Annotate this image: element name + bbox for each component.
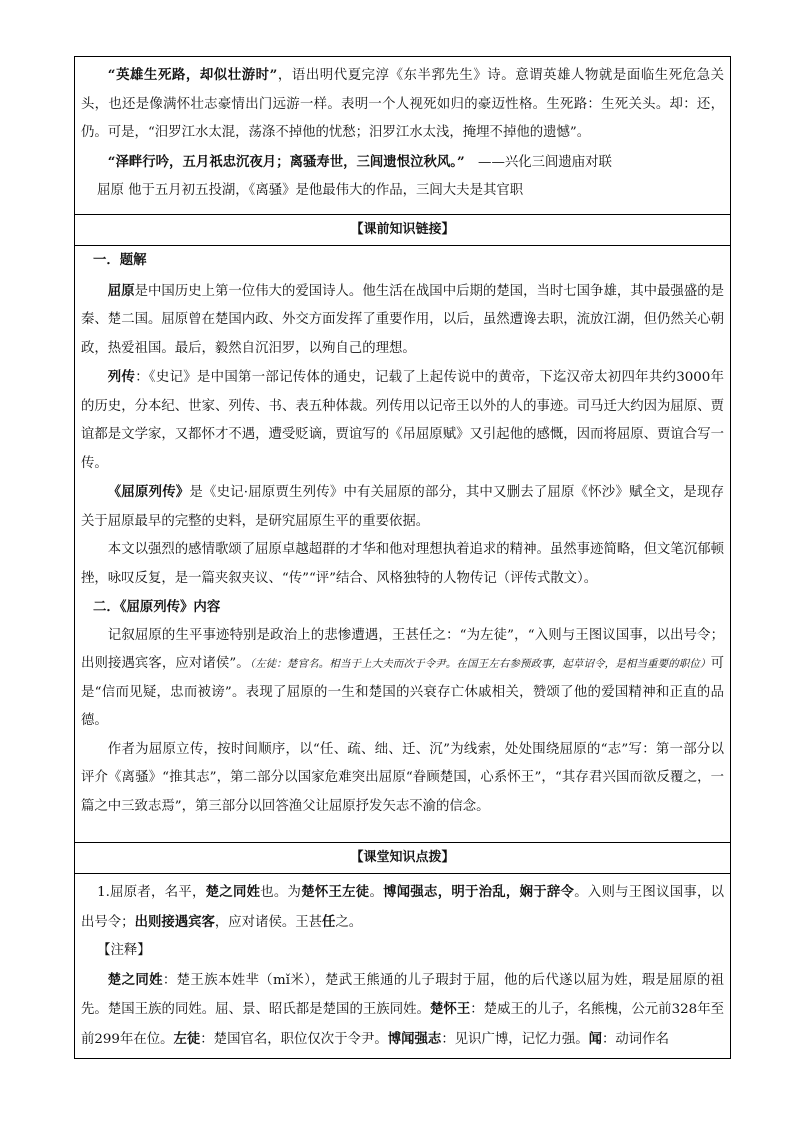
note-term: 左徒 bbox=[173, 1030, 201, 1047]
notes-label: 【注释】 bbox=[97, 943, 151, 958]
src-key: 楚之同姓 bbox=[205, 884, 261, 900]
src-key: 楚怀王左徒 bbox=[301, 884, 370, 900]
document-table bbox=[74, 56, 731, 1059]
intro-quote-1: “英雄生死路，却似壮游时” bbox=[107, 67, 278, 83]
paragraph-liezhuan bbox=[75, 363, 730, 478]
note-text: ：楚王族本姓芈（mǐ米），楚武王熊通的儿子瑕封于屈，他的后代遂以屈为姓，瑕是屈原的祖先。楚国王族的同姓。屈、景、昭氏都是楚国的王族同姓。 bbox=[81, 972, 725, 1017]
note-term: 博闻强志 bbox=[387, 1030, 442, 1047]
src-seg: ，应对诸侯。王甚 bbox=[214, 914, 323, 930]
source-text-1 bbox=[75, 878, 730, 937]
heading-title-explanation: 一．题解 bbox=[93, 252, 147, 268]
note-term: 闻 bbox=[588, 1030, 603, 1047]
note-text: ：楚威王的儿子，名熊槐，公元前328年至前299年在位。 bbox=[81, 1002, 725, 1047]
section-header-pre-class: 【课前知识链接】 bbox=[75, 214, 730, 245]
intro-paragraph-3: 屈原 他于五月初五投湖，《离骚》是他最伟大的作品，三闾大夫是其官职 bbox=[97, 183, 524, 198]
src-seg: 之。 bbox=[335, 914, 363, 930]
paragraph-theme: 本文以强烈的感情歌颂了屈原卓越超群的才华和他对理想执着追求的精神。虽然事迹简略，但文笔沉郁顿挫，咏叹反复，是一篇夹叙夹议、“传”“评”结合、风格独特的人物传记（评传式散文）。 bbox=[81, 542, 724, 586]
text-content-1a: 记叙屈原的生平事迹特别是政治上的悲惨遭遇，王甚任之：“为左徒”，“入则与王图议国事，以出号令；出则接遇宾客，应对诸侯”。 bbox=[81, 627, 724, 671]
paragraph-quyuan-liezhuan bbox=[75, 478, 730, 536]
intro-block bbox=[75, 61, 730, 206]
intro-source-2: ——兴化三闾遗庙对联 bbox=[478, 154, 612, 170]
pre-class-block bbox=[75, 245, 730, 821]
term-liezhuan: 列传 bbox=[107, 369, 136, 385]
note-text: ：楚国官名，职位仅次于令尹。 bbox=[200, 1031, 388, 1047]
term-quyuan: 屈原 bbox=[107, 282, 135, 299]
intro-paragraph-1 bbox=[75, 61, 730, 148]
term-quyuan-liezhuan: 《屈原列传》 bbox=[107, 484, 190, 500]
note-term: 楚怀王 bbox=[429, 1001, 471, 1017]
src-seg: 1.屈原者，名平， bbox=[97, 885, 206, 900]
heading-content: 二．《屈原列传》内容 bbox=[93, 599, 221, 615]
notes-paragraph bbox=[75, 966, 730, 1055]
paragraph-content-1 bbox=[75, 622, 730, 736]
src-key: 任 bbox=[322, 913, 336, 930]
section-header-in-class: 【课堂知识点拨】 bbox=[75, 842, 730, 873]
note-term: 楚之同姓 bbox=[107, 971, 163, 988]
note-text: ：见识广博，记忆力强。 bbox=[441, 1031, 589, 1047]
text-liezhuan: ：《史记》是中国第一部记传体的通史，记载了上起传说中的黄帝，下迄汉帝太初四年共约3000年的历史，分本纪、世家、列传、书、表五种体裁。列传用以记帝王以外的人的事迹。司马迁大约因为屈原、贾谊都是文学家，又都怀才不遇，遭受贬谪，贾谊写的《吊屈原赋》又引起他的感慨，因而将屈原、贾谊合写一传。 bbox=[81, 370, 725, 471]
src-key: 博闻强志，明于治乱，娴于辞令 bbox=[383, 884, 575, 900]
text-content-1b: 可是“信而见疑，忠而被谤”。表现了屈原的一生和楚国的兴衰存亡休戚相关，赞颂了他的爱国精神和正直的品德。 bbox=[81, 656, 724, 728]
src-key: 出则接遇宾客 bbox=[134, 913, 215, 930]
paragraph-content-2: 作者为屈原立传，按时间顺序，以“任、疏、绌、迁、沉”为线索，处处围绕屈原的“志”写：第一部分以评介《离骚》“推其志”，第二部分以国家危难突出屈原“眷顾楚国，心系怀王”，“其存君兴国而欲反覆之，一篇之中三致志焉”，第三部分以回答渔父让屈原抒发矢志不渝的信念。 bbox=[81, 741, 724, 814]
text-quyuan-liezhuan: 是《史记·屈原贾生列传》中有关屈原的部分，其中又删去了屈原《怀沙》赋全文，是现存关于屈原最早的完整的史料，是研究屈原生平的重要依据。 bbox=[81, 485, 724, 529]
text-quyuan: 是中国历史上第一位伟大的爱国诗人。他生活在战国中后期的楚国，当时七国争雄，其中最强盛的是秦、楚二国。屈原曾在楚国内政、外交方面发挥了重要作用，以后，虽然遭谗去职，流放江湖，但仍然关心朝政，热爱祖国。最后，毅然自沉汨罗，以殉自己的理想。 bbox=[81, 283, 725, 356]
in-class-block bbox=[75, 873, 730, 1054]
paragraph-quyuan bbox=[75, 277, 730, 364]
src-seg: 也。为 bbox=[260, 885, 302, 900]
src-seg: 。入则与王图议国事，以出号令； bbox=[81, 885, 725, 930]
note-zuotu: （左徒：楚官名。相当于上大夫而次于令尹。在国王左右参预政事，起草诏令，是相当重要的职位） bbox=[249, 658, 711, 670]
intro-quote-2: “泽畔行吟，五月祇忠沉夜月；离骚寿世，三闾遗恨泣秋风。” bbox=[107, 153, 465, 170]
intro-paragraph-2 bbox=[75, 148, 730, 178]
note-text: ：动词作名 bbox=[602, 1031, 669, 1047]
src-seg: 。 bbox=[369, 885, 384, 900]
intro-text-1: ，语出明代夏完淳《东半郛先生》诗。意谓英雄人物就是面临生死危急关头，也还是像满怀壮志豪情出门远游一样。表明一个人视死如归的豪迈性格。生死路：生死关头。却：还，仍。可是，“汨罗江水太混，荡涤不掉他的忧愁；汨罗江水太浅，掩埋不掉他的遗憾”。 bbox=[81, 68, 725, 140]
